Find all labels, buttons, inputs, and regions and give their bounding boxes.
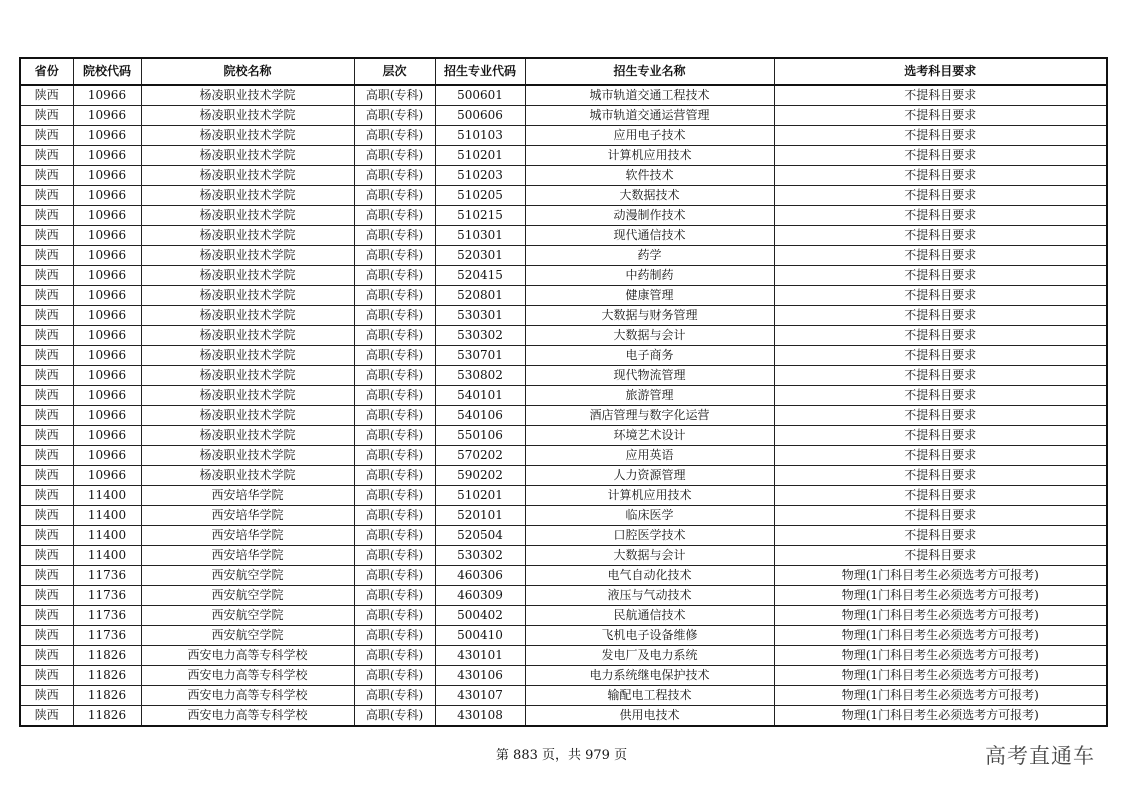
cell-subject-requirement: 不提科目要求 (774, 85, 1107, 106)
cell-level: 高职(专科) (354, 126, 435, 146)
cell-major-name: 输配电工程技术 (525, 686, 774, 706)
cell-school-name: 杨凌职业技术学院 (141, 266, 354, 286)
cell-school-code: 10966 (73, 246, 141, 266)
table-row (20, 186, 1107, 206)
cell-school-name: 杨凌职业技术学院 (141, 286, 354, 306)
cell-level: 高职(专科) (354, 106, 435, 126)
cell-major-code: 550106 (435, 426, 525, 446)
cell-subject-requirement: 不提科目要求 (774, 126, 1107, 146)
cell-major-code: 500606 (435, 106, 525, 126)
cell-school-code: 11826 (73, 686, 141, 706)
cell-school-code: 10966 (73, 106, 141, 126)
cell-major-name: 飞机电子设备维修 (525, 626, 774, 646)
cell-major-code: 520301 (435, 246, 525, 266)
cell-subject-requirement: 不提科目要求 (774, 546, 1107, 566)
cell-subject-requirement: 物理(1门科目考生必须选考方可报考) (774, 706, 1107, 727)
table-row (20, 486, 1107, 506)
table-row (20, 266, 1107, 286)
cell-school-name: 杨凌职业技术学院 (141, 186, 354, 206)
table-row (20, 446, 1107, 466)
table-row (20, 226, 1107, 246)
cell-school-code: 10966 (73, 406, 141, 426)
cell-school-code: 10966 (73, 85, 141, 106)
cell-major-name: 电气自动化技术 (525, 566, 774, 586)
cell-school-code: 10966 (73, 426, 141, 446)
cell-province: 陕西 (20, 606, 73, 626)
cell-major-name: 城市轨道交通运营管理 (525, 106, 774, 126)
cell-level: 高职(专科) (354, 406, 435, 426)
cell-major-name: 液压与气动技术 (525, 586, 774, 606)
cell-school-code: 10966 (73, 226, 141, 246)
cell-province: 陕西 (20, 526, 73, 546)
cell-province: 陕西 (20, 85, 73, 106)
cell-school-name: 杨凌职业技术学院 (141, 166, 354, 186)
cell-major-name: 电力系统继电保护技术 (525, 666, 774, 686)
cell-major-code: 510215 (435, 206, 525, 226)
cell-level: 高职(专科) (354, 446, 435, 466)
table-row (20, 386, 1107, 406)
cell-province: 陕西 (20, 226, 73, 246)
cell-school-code: 10966 (73, 126, 141, 146)
cell-province: 陕西 (20, 686, 73, 706)
cell-subject-requirement: 不提科目要求 (774, 426, 1107, 446)
header-subject-requirement: 选考科目要求 (774, 58, 1107, 85)
table-row (20, 206, 1107, 226)
cell-major-name: 发电厂及电力系统 (525, 646, 774, 666)
cell-major-code: 520801 (435, 286, 525, 306)
cell-province: 陕西 (20, 186, 73, 206)
cell-major-name: 大数据与会计 (525, 326, 774, 346)
cell-school-name: 西安航空学院 (141, 626, 354, 646)
cell-school-code: 11736 (73, 626, 141, 646)
cell-subject-requirement: 不提科目要求 (774, 466, 1107, 486)
cell-major-name: 口腔医学技术 (525, 526, 774, 546)
cell-province: 陕西 (20, 106, 73, 126)
table-row (20, 406, 1107, 426)
cell-school-name: 杨凌职业技术学院 (141, 466, 354, 486)
table-row (20, 326, 1107, 346)
cell-major-name: 城市轨道交通工程技术 (525, 85, 774, 106)
cell-school-name: 西安培华学院 (141, 546, 354, 566)
cell-school-code: 10966 (73, 466, 141, 486)
cell-province: 陕西 (20, 586, 73, 606)
cell-school-name: 杨凌职业技术学院 (141, 226, 354, 246)
cell-major-code: 430106 (435, 666, 525, 686)
cell-level: 高职(专科) (354, 246, 435, 266)
cell-school-code: 11826 (73, 646, 141, 666)
cell-province: 陕西 (20, 626, 73, 646)
table-row (20, 346, 1107, 366)
cell-major-code: 530301 (435, 306, 525, 326)
table-row (20, 546, 1107, 566)
cell-level: 高职(专科) (354, 506, 435, 526)
cell-school-name: 杨凌职业技术学院 (141, 106, 354, 126)
cell-school-name: 杨凌职业技术学院 (141, 85, 354, 106)
cell-major-name: 环境艺术设计 (525, 426, 774, 446)
cell-level: 高职(专科) (354, 666, 435, 686)
cell-subject-requirement: 不提科目要求 (774, 186, 1107, 206)
cell-major-code: 500402 (435, 606, 525, 626)
cell-major-name: 应用英语 (525, 446, 774, 466)
cell-major-name: 动漫制作技术 (525, 206, 774, 226)
cell-major-name: 大数据与会计 (525, 546, 774, 566)
cell-major-code: 430107 (435, 686, 525, 706)
cell-subject-requirement: 不提科目要求 (774, 366, 1107, 386)
cell-school-code: 11400 (73, 526, 141, 546)
cell-province: 陕西 (20, 466, 73, 486)
cell-subject-requirement: 物理(1门科目考生必须选考方可报考) (774, 626, 1107, 646)
cell-major-name: 供用电技术 (525, 706, 774, 727)
table-row (20, 606, 1107, 626)
cell-level: 高职(专科) (354, 186, 435, 206)
header-level: 层次 (354, 58, 435, 85)
cell-major-code: 520504 (435, 526, 525, 546)
cell-major-code: 530302 (435, 326, 525, 346)
cell-major-name: 中药制药 (525, 266, 774, 286)
table-row (20, 586, 1107, 606)
cell-school-name: 西安电力高等专科学校 (141, 646, 354, 666)
cell-province: 陕西 (20, 706, 73, 727)
cell-level: 高职(专科) (354, 426, 435, 446)
cell-level: 高职(专科) (354, 546, 435, 566)
table-row (20, 85, 1107, 106)
cell-school-name: 西安培华学院 (141, 486, 354, 506)
table-row (20, 706, 1107, 727)
cell-subject-requirement: 不提科目要求 (774, 246, 1107, 266)
header-school-code: 院校代码 (73, 58, 141, 85)
cell-level: 高职(专科) (354, 686, 435, 706)
cell-school-name: 杨凌职业技术学院 (141, 246, 354, 266)
admissions-table (19, 57, 1108, 727)
cell-subject-requirement: 不提科目要求 (774, 526, 1107, 546)
cell-school-code: 10966 (73, 346, 141, 366)
cell-school-code: 10966 (73, 386, 141, 406)
cell-major-code: 530802 (435, 366, 525, 386)
cell-level: 高职(专科) (354, 206, 435, 226)
table-body (20, 85, 1107, 726)
cell-school-name: 杨凌职业技术学院 (141, 306, 354, 326)
table-row (20, 506, 1107, 526)
cell-major-code: 510301 (435, 226, 525, 246)
header-school-name: 院校名称 (141, 58, 354, 85)
page-number: 第 883 页，共 979 页 (495, 748, 628, 763)
cell-major-name: 现代通信技术 (525, 226, 774, 246)
cell-subject-requirement: 物理(1门科目考生必须选考方可报考) (774, 666, 1107, 686)
cell-major-name: 软件技术 (525, 166, 774, 186)
cell-major-name: 电子商务 (525, 346, 774, 366)
cell-subject-requirement: 不提科目要求 (774, 166, 1107, 186)
cell-province: 陕西 (20, 646, 73, 666)
cell-major-code: 510201 (435, 486, 525, 506)
cell-school-name: 杨凌职业技术学院 (141, 366, 354, 386)
cell-major-name: 旅游管理 (525, 386, 774, 406)
cell-major-code: 570202 (435, 446, 525, 466)
cell-school-name: 西安电力高等专科学校 (141, 706, 354, 727)
table-header-row (20, 58, 1107, 85)
cell-major-name: 计算机应用技术 (525, 146, 774, 166)
cell-major-name: 应用电子技术 (525, 126, 774, 146)
cell-school-name: 杨凌职业技术学院 (141, 326, 354, 346)
cell-province: 陕西 (20, 506, 73, 526)
cell-subject-requirement: 物理(1门科目考生必须选考方可报考) (774, 646, 1107, 666)
cell-school-code: 10966 (73, 206, 141, 226)
table-row (20, 166, 1107, 186)
cell-major-code: 430108 (435, 706, 525, 727)
cell-province: 陕西 (20, 546, 73, 566)
cell-school-code: 11736 (73, 606, 141, 626)
table-row (20, 646, 1107, 666)
cell-level: 高职(专科) (354, 646, 435, 666)
cell-school-name: 西安航空学院 (141, 606, 354, 626)
cell-province: 陕西 (20, 366, 73, 386)
cell-province: 陕西 (20, 146, 73, 166)
cell-level: 高职(专科) (354, 286, 435, 306)
cell-province: 陕西 (20, 246, 73, 266)
table-row (20, 306, 1107, 326)
header-province: 省份 (20, 58, 73, 85)
cell-major-code: 520415 (435, 266, 525, 286)
cell-major-code: 500601 (435, 85, 525, 106)
cell-school-name: 杨凌职业技术学院 (141, 406, 354, 426)
table-row (20, 526, 1107, 546)
table-row (20, 286, 1107, 306)
cell-level: 高职(专科) (354, 85, 435, 106)
table-row (20, 686, 1107, 706)
cell-school-code: 10966 (73, 446, 141, 466)
cell-province: 陕西 (20, 166, 73, 186)
cell-level: 高职(专科) (354, 366, 435, 386)
cell-school-name: 西安航空学院 (141, 566, 354, 586)
cell-province: 陕西 (20, 406, 73, 426)
header-major-code: 招生专业代码 (435, 58, 525, 85)
cell-school-code: 10966 (73, 146, 141, 166)
cell-school-name: 西安电力高等专科学校 (141, 686, 354, 706)
table-row (20, 626, 1107, 646)
cell-school-name: 西安航空学院 (141, 586, 354, 606)
cell-province: 陕西 (20, 666, 73, 686)
cell-major-code: 510205 (435, 186, 525, 206)
cell-major-code: 540101 (435, 386, 525, 406)
cell-subject-requirement: 不提科目要求 (774, 326, 1107, 346)
cell-major-name: 大数据与财务管理 (525, 306, 774, 326)
cell-province: 陕西 (20, 286, 73, 306)
header-major-name: 招生专业名称 (525, 58, 774, 85)
cell-subject-requirement: 物理(1门科目考生必须选考方可报考) (774, 586, 1107, 606)
table-row (20, 426, 1107, 446)
cell-school-code: 11736 (73, 566, 141, 586)
cell-level: 高职(专科) (354, 326, 435, 346)
cell-school-name: 杨凌职业技术学院 (141, 446, 354, 466)
cell-subject-requirement: 物理(1门科目考生必须选考方可报考) (774, 566, 1107, 586)
cell-subject-requirement: 不提科目要求 (774, 486, 1107, 506)
cell-school-name: 杨凌职业技术学院 (141, 346, 354, 366)
cell-level: 高职(专科) (354, 466, 435, 486)
cell-major-name: 药学 (525, 246, 774, 266)
cell-school-name: 西安电力高等专科学校 (141, 666, 354, 686)
cell-subject-requirement: 不提科目要求 (774, 206, 1107, 226)
cell-province: 陕西 (20, 126, 73, 146)
cell-school-code: 10966 (73, 366, 141, 386)
table-row (20, 106, 1107, 126)
cell-major-code: 530701 (435, 346, 525, 366)
cell-subject-requirement: 不提科目要求 (774, 446, 1107, 466)
table-row (20, 566, 1107, 586)
cell-subject-requirement: 不提科目要求 (774, 506, 1107, 526)
cell-level: 高职(专科) (354, 706, 435, 727)
cell-major-code: 460309 (435, 586, 525, 606)
cell-province: 陕西 (20, 346, 73, 366)
cell-school-code: 10966 (73, 186, 141, 206)
cell-province: 陕西 (20, 266, 73, 286)
cell-major-code: 520101 (435, 506, 525, 526)
cell-school-name: 杨凌职业技术学院 (141, 146, 354, 166)
table-row (20, 246, 1107, 266)
cell-level: 高职(专科) (354, 526, 435, 546)
cell-major-name: 大数据技术 (525, 186, 774, 206)
cell-major-code: 460306 (435, 566, 525, 586)
cell-level: 高职(专科) (354, 146, 435, 166)
cell-school-code: 10966 (73, 166, 141, 186)
cell-subject-requirement: 不提科目要求 (774, 286, 1107, 306)
cell-level: 高职(专科) (354, 226, 435, 246)
cell-major-name: 临床医学 (525, 506, 774, 526)
cell-school-code: 11400 (73, 546, 141, 566)
table-row (20, 366, 1107, 386)
cell-major-name: 健康管理 (525, 286, 774, 306)
cell-level: 高职(专科) (354, 386, 435, 406)
cell-province: 陕西 (20, 486, 73, 506)
cell-level: 高职(专科) (354, 266, 435, 286)
cell-subject-requirement: 不提科目要求 (774, 146, 1107, 166)
cell-school-code: 11826 (73, 666, 141, 686)
cell-level: 高职(专科) (354, 166, 435, 186)
cell-province: 陕西 (20, 386, 73, 406)
cell-school-code: 11826 (73, 706, 141, 727)
cell-major-name: 计算机应用技术 (525, 486, 774, 506)
cell-school-code: 10966 (73, 266, 141, 286)
cell-school-code: 11400 (73, 506, 141, 526)
watermark-logo: 高考直通车 (985, 744, 1095, 768)
cell-major-code: 510103 (435, 126, 525, 146)
cell-school-code: 11736 (73, 586, 141, 606)
cell-subject-requirement: 不提科目要求 (774, 226, 1107, 246)
cell-subject-requirement: 不提科目要求 (774, 386, 1107, 406)
cell-province: 陕西 (20, 206, 73, 226)
table-row (20, 126, 1107, 146)
table-row (20, 466, 1107, 486)
cell-school-name: 杨凌职业技术学院 (141, 386, 354, 406)
cell-level: 高职(专科) (354, 346, 435, 366)
cell-province: 陕西 (20, 426, 73, 446)
cell-subject-requirement: 物理(1门科目考生必须选考方可报考) (774, 686, 1107, 706)
cell-school-code: 11400 (73, 486, 141, 506)
cell-major-code: 530302 (435, 546, 525, 566)
cell-subject-requirement: 不提科目要求 (774, 266, 1107, 286)
cell-major-code: 510203 (435, 166, 525, 186)
cell-school-code: 10966 (73, 286, 141, 306)
cell-school-code: 10966 (73, 306, 141, 326)
cell-level: 高职(专科) (354, 626, 435, 646)
cell-subject-requirement: 物理(1门科目考生必须选考方可报考) (774, 606, 1107, 626)
cell-school-name: 西安培华学院 (141, 526, 354, 546)
cell-major-code: 430101 (435, 646, 525, 666)
cell-major-code: 510201 (435, 146, 525, 166)
table-row (20, 666, 1107, 686)
cell-province: 陕西 (20, 446, 73, 466)
cell-school-code: 10966 (73, 326, 141, 346)
cell-subject-requirement: 不提科目要求 (774, 346, 1107, 366)
cell-subject-requirement: 不提科目要求 (774, 306, 1107, 326)
cell-level: 高职(专科) (354, 586, 435, 606)
cell-level: 高职(专科) (354, 306, 435, 326)
cell-level: 高职(专科) (354, 606, 435, 626)
cell-major-code: 590202 (435, 466, 525, 486)
cell-province: 陕西 (20, 306, 73, 326)
cell-major-name: 民航通信技术 (525, 606, 774, 626)
cell-level: 高职(专科) (354, 566, 435, 586)
table-row (20, 146, 1107, 166)
cell-level: 高职(专科) (354, 486, 435, 506)
cell-province: 陕西 (20, 566, 73, 586)
cell-school-name: 杨凌职业技术学院 (141, 126, 354, 146)
cell-province: 陕西 (20, 326, 73, 346)
cell-subject-requirement: 不提科目要求 (774, 406, 1107, 426)
cell-major-name: 人力资源管理 (525, 466, 774, 486)
cell-subject-requirement: 不提科目要求 (774, 106, 1107, 126)
cell-school-name: 杨凌职业技术学院 (141, 206, 354, 226)
cell-school-name: 杨凌职业技术学院 (141, 426, 354, 446)
cell-major-name: 酒店管理与数字化运营 (525, 406, 774, 426)
cell-major-name: 现代物流管理 (525, 366, 774, 386)
cell-major-code: 500410 (435, 626, 525, 646)
cell-major-code: 540106 (435, 406, 525, 426)
cell-school-name: 西安培华学院 (141, 506, 354, 526)
